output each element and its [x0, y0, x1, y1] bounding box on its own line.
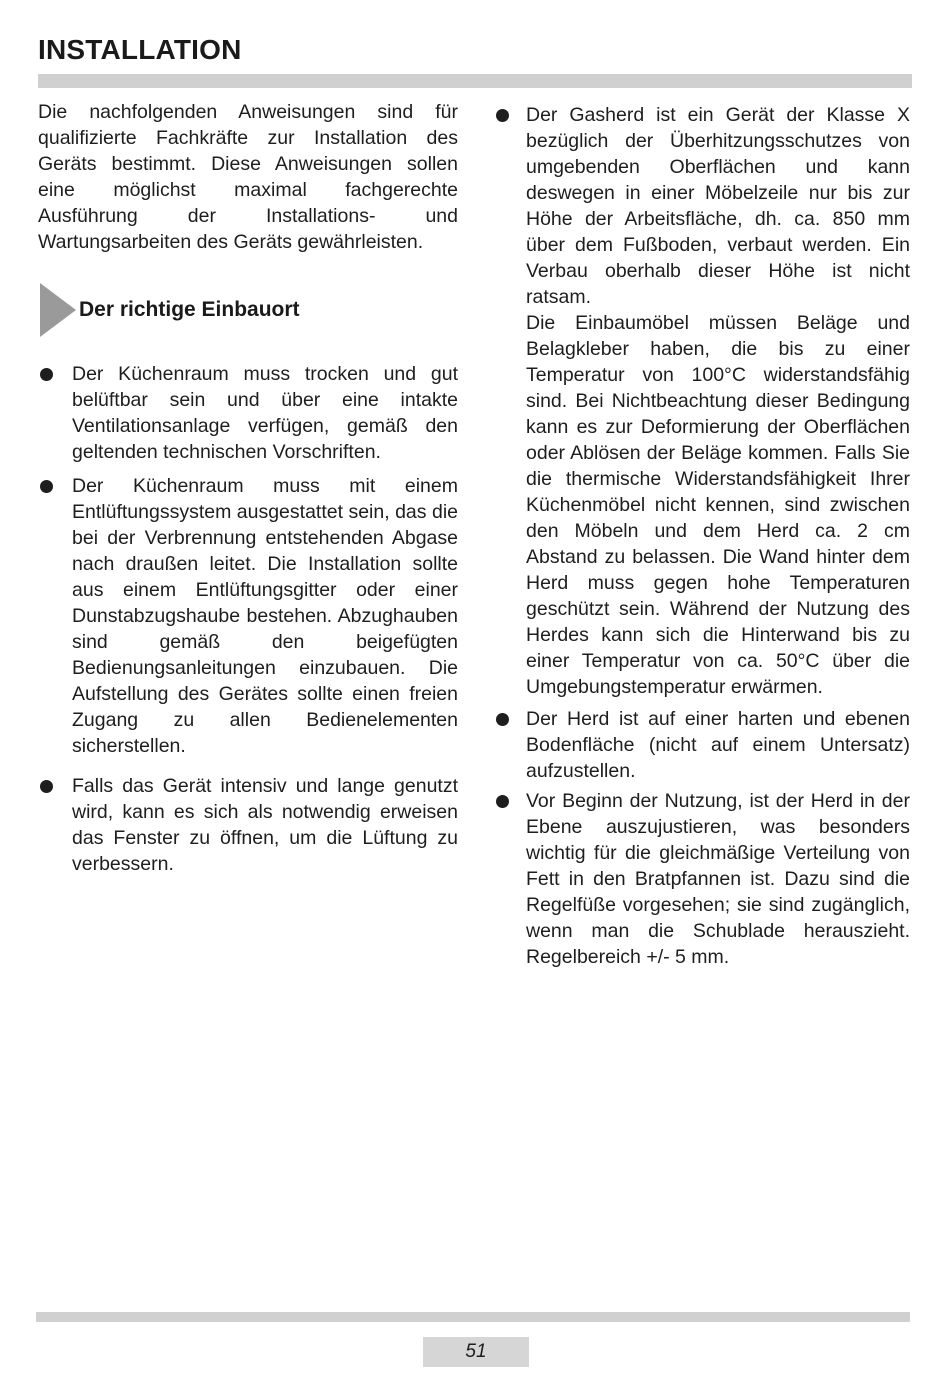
right-bullet-list [494, 102, 910, 970]
list-item-text: Der Küchenraum muss mit einem Entlüftungssystem ausgestattet sein, das die bei der Verbrennung entstehenden Abgase nach draußen leitet. Die Installation sollte aus einem Entlüftungsgitter oder einer Dunstabzugshaube bestehen. Abzughauben sind gemäß den beigefügten Bedienungsanleitungen einzubauen. Die Aufstellung des Gerätes sollte einen freien Zugang zu allen Bedienelementen sicherstellen. [72, 475, 458, 757]
list-item-text: Der Gasherd ist ein Gerät der Klasse X bezüglich der Überhitzungsschutzes von umgebenden Oberflächen und kann deswegen in einer Möbelzeile nur bis zur Höhe der Arbeitsfläche, dh. ca. 850 mm über dem Fußboden, verbaut werden. Ein Verbau oberhalb dieser Höhe ist nicht ratsam. [526, 104, 910, 308]
section-title: Der richtige Einbauort [79, 298, 300, 321]
triangle-icon [40, 283, 76, 337]
bullet-icon [496, 109, 509, 122]
section-heading [38, 283, 458, 339]
list-item-text: Der Küchenraum muss trocken und gut belüftbar sein und über eine intakte Ventilationsanlage verfügen, gemäß den geltenden technischen Vorschriften. [72, 363, 458, 463]
footer-divider-bar [36, 1312, 910, 1322]
left-bullet-list [38, 361, 458, 877]
list-item-text: Vor Beginn der Nutzung, ist der Herd in der Ebene auszujustieren, was besonders wichtig für die gleichmäßige Verteilung von Fett in den Bratpfannen ist. Dazu sind die Regelfüße vorgesehen; sie sind zugänglich, wenn man die Schublade herauszieht. Regelbereich +/- 5 mm. [526, 790, 910, 968]
bullet-icon [40, 368, 53, 381]
intro-paragraph: Die nachfolgenden Anweisungen sind für qualifizierte Fachkräfte zur Installation des Geräts bestimmt. Diese Anweisungen sollen eine möglichst maximal fachgerechte Ausführung der Installations- und Wartungsarbeiten des Geräts gewährleisten. [38, 101, 458, 253]
list-item [38, 473, 458, 759]
list-item [494, 788, 910, 970]
list-item-text: Der Herd ist auf einer harten und ebenen Bodenfläche (nicht auf einem Untersatz) aufzustellen. [526, 708, 910, 782]
list-item [494, 706, 910, 784]
list-item-text: Falls das Gerät intensiv und lange genutzt wird, kann es sich als notwendig erweisen das Fenster zu öffnen, um die Lüftung zu verbessern. [72, 775, 458, 875]
left-column [38, 99, 458, 885]
page-title: INSTALLATION [38, 34, 242, 65]
bullet-icon [40, 780, 53, 793]
bullet-icon [496, 795, 509, 808]
page-number: 51 [423, 1337, 529, 1367]
header-divider-bar [38, 74, 912, 88]
right-column [494, 102, 910, 974]
list-item [38, 361, 458, 465]
bullet-icon [40, 480, 53, 493]
list-item [494, 102, 910, 310]
list-item-text: Die Einbaumöbel müssen Beläge und Belagkleber haben, die bis zu einer Temperatur von 100°C widerstandsfähig sind. Bei Nichtbeachtung dieser Bedingung kann es zur Deformierung der Oberflächen oder Ablösen der Beläge kommen. Falls Sie die thermische Widerstandsfähigkeit Ihrer Küchenmöbel nicht kennen, sind zwischen den Möbeln und dem Herd ca. 2 cm Abstand zu belassen. Die Wand hinter dem Herd muss gegen hohe Temperaturen geschützt sein. Während der Nutzung des Herdes kann sich die Hinterwand bis zu einer Temperatur von ca. 50°C über die Umgebungstemperatur erwärmen. [526, 312, 910, 698]
list-item [38, 773, 458, 877]
bullet-icon [496, 713, 509, 726]
list-item-continuation [494, 310, 910, 700]
